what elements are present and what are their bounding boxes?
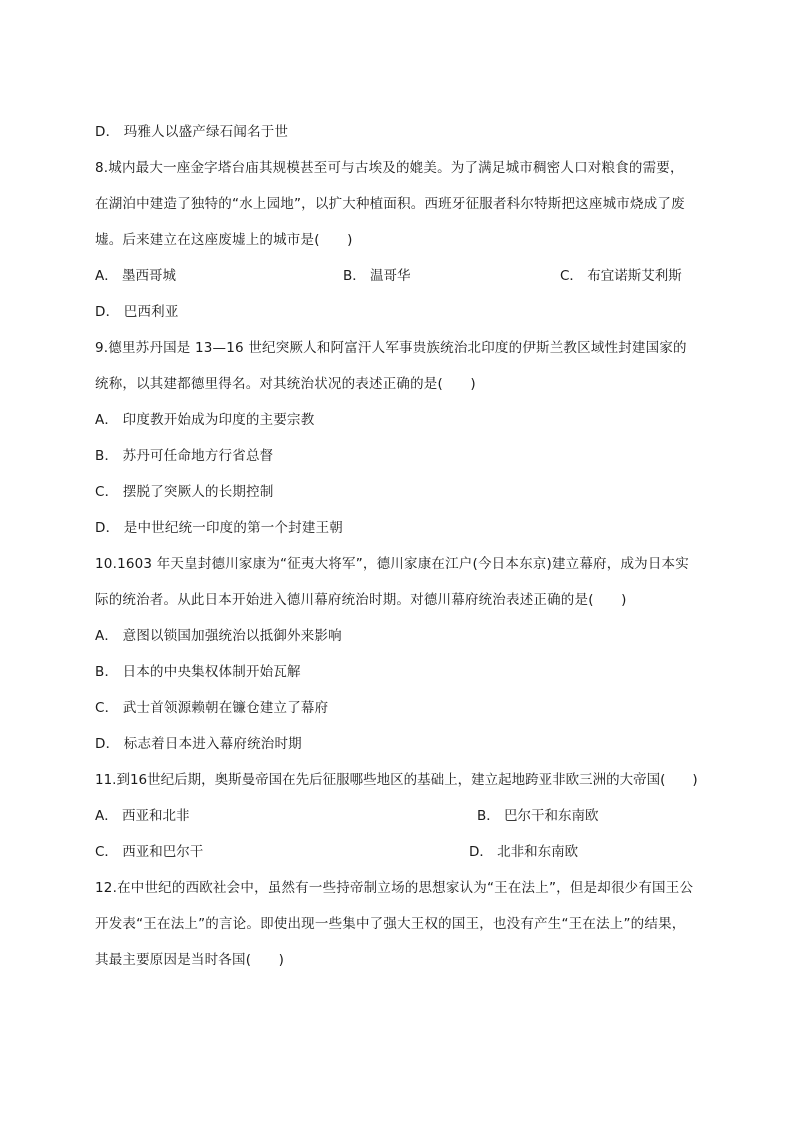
q10-option-d: D． 标志着日本进入幕府统治时期 [95, 736, 302, 752]
q8-option-b: B． 温哥华 [343, 268, 411, 284]
q9-stem-line-1: 9.德里苏丹国是 13—16 世纪突厥人和阿富汗人军事贵族统治北印度的伊斯兰教区域性封建国家的 [95, 340, 687, 356]
q11-option-b: B． 巴尔干和东南欧 [477, 808, 599, 824]
q12-stem-line-1: 12.在中世纪的西欧社会中，虽然有一些持帝制立场的思想家认为“王在法上”，但是却很少有国王公 [95, 880, 694, 896]
q8-option-d: D． 巴西利亚 [95, 304, 179, 320]
q7-option-d: D． 玛雅人以盛产绿石闻名于世 [95, 124, 289, 140]
q9-option-d: D． 是中世纪统一印度的第一个封建王朝 [95, 520, 343, 536]
q9-option-a: A． 印度教开始成为印度的主要宗教 [95, 412, 315, 428]
q9-option-b: B． 苏丹可任命地方行省总督 [95, 448, 274, 464]
q12-stem-line-2: 开发表“王在法上”的言论。即使出现一些集中了强大王权的国王，也没有产生“王在法上”的结果， [95, 916, 686, 932]
q10-option-a: A． 意图以锁国加强统治以抵御外来影响 [95, 628, 342, 644]
q10-option-b: B． 日本的中央集权体制开始瓦解 [95, 664, 301, 680]
q11-stem-line-1: 11.到16世纪后期，奥斯曼帝国在先后征服哪些地区的基础上，建立起地跨亚非欧三洲的大帝国( ) [95, 772, 698, 788]
q11-option-d: D． 北非和东南欧 [469, 844, 579, 860]
q8-stem-line-2: 在湖泊中建造了独特的“水上园地”，以扩大种植面积。西班牙征服者科尔特斯把这座城市烧成了废 [95, 196, 685, 212]
q12-stem-line-3: 其最主要原因是当时各国( ) [95, 952, 285, 968]
q8-stem-line-1: 8.城内最大一座金字塔台庙其规模甚至可与古埃及的媲美。为了满足城市稠密人口对粮食的需要， [95, 160, 684, 176]
q8-option-c: C． 布宜诺斯艾利斯 [560, 268, 682, 284]
q10-option-c: C． 武士首领源赖朝在镰仓建立了幕府 [95, 700, 329, 716]
q8-stem-line-3: 墟。后来建立在这座废墟上的城市是( ) [95, 232, 353, 248]
q11-option-c: C． 西亚和巴尔干 [95, 844, 204, 860]
q9-option-c: C． 摆脱了突厥人的长期控制 [95, 484, 274, 500]
q11-option-a: A． 西亚和北非 [95, 808, 190, 824]
q10-stem-line-1: 10.1603 年天皇封德川家康为“征夷大将军”，德川家康在江户(今日本东京)建立幕府，成为日本实 [95, 556, 689, 572]
q9-stem-line-2: 统称，以其建都德里得名。对其统治状况的表述正确的是( ) [95, 376, 476, 392]
q8-option-a: A． 墨西哥城 [95, 268, 177, 284]
q10-stem-line-2: 际的统治者。从此日本开始进入德川幕府统治时期。对德川幕府统治表述正确的是( ) [95, 592, 627, 608]
